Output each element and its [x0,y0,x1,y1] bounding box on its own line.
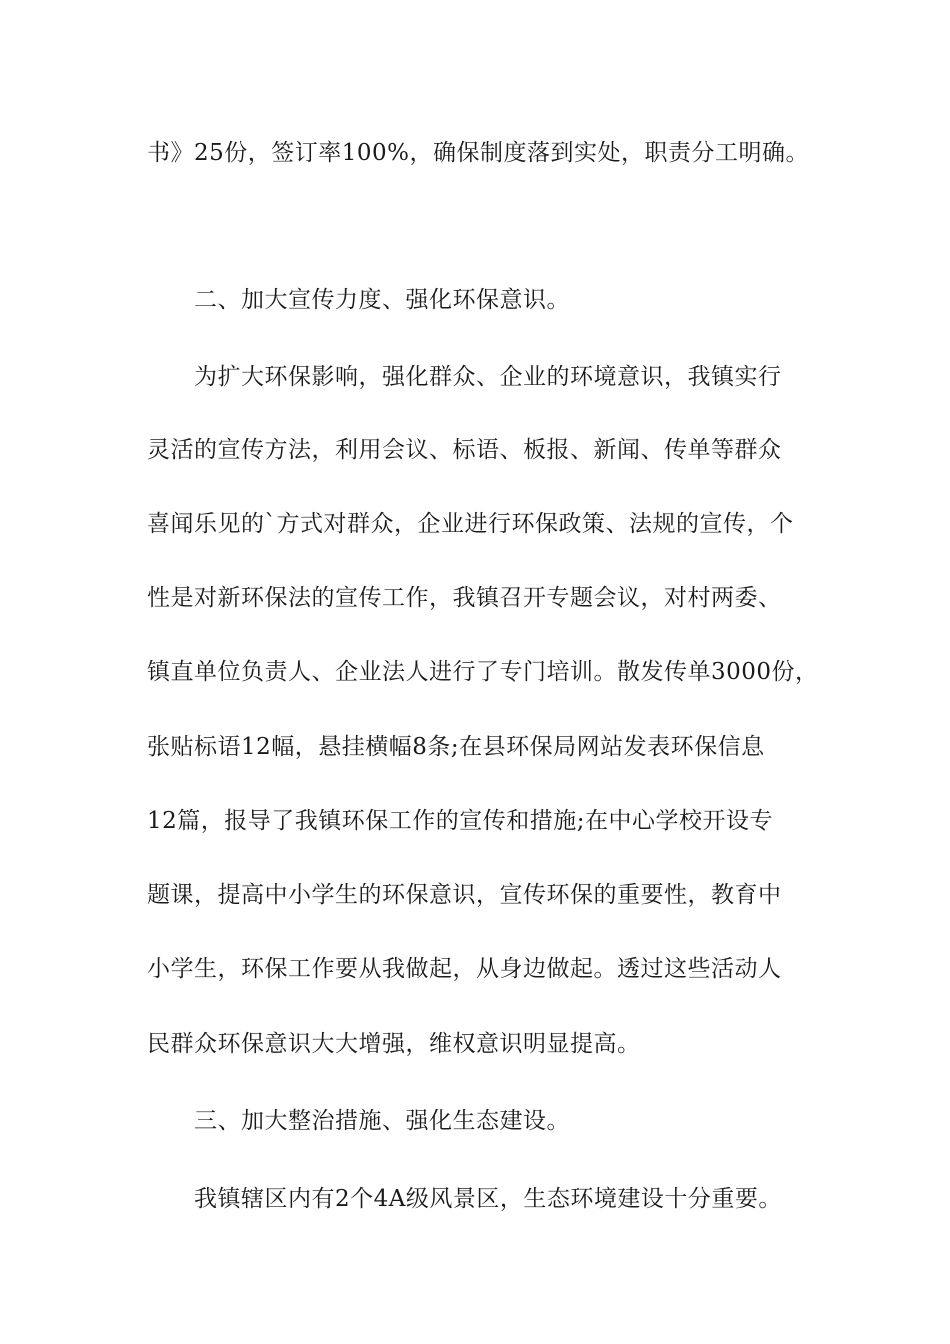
paragraph-line: 题课，提高中小学生的环保意识，宣传环保的重要性，教育中 [147,882,782,908]
paragraph-line: 灵活的宣传方法，利用会议、标语、板报、新闻、传单等群众 [147,437,782,463]
section-heading: 二、加大宣传力度、强化环保意识。 [194,287,570,313]
paragraph-line: 喜闻乐见的`方式对群众，企业进行环保政策、法规的宣传，个 [147,511,794,537]
paragraph-line: 民群众环保意识大大增强，维权意识明显提高。 [147,1031,641,1057]
paragraph-line: 小学生，环保工作要从我做起，从身边做起。透过这些活动人 [147,956,782,982]
paragraph-line: 张贴标语12幅，悬挂横幅8条;在县环保局网站发表环保信息 [147,734,765,760]
paragraph-line: 12篇，报导了我镇环保工作的宣传和措施;在中心学校开设专 [147,808,774,834]
section-heading: 三、加大整治措施、强化生态建设。 [194,1108,570,1134]
paragraph-line: 为扩大环保影响，强化群众、企业的环境意识，我镇实行 [194,364,782,390]
paragraph-line: 镇直单位负责人、企业法人进行了专门培训。散发传单3000份， [147,659,819,685]
paragraph-line: 书》25份，签订率100%，确保制度落到实处，职责分工明确。 [147,140,810,166]
paragraph-line: 我镇辖区内有2个4A级风景区，生态环境建设十分重要。 [194,1186,782,1212]
paragraph-line: 性是对新环保法的宣传工作，我镇召开专题会议，对村两委、 [147,585,782,611]
